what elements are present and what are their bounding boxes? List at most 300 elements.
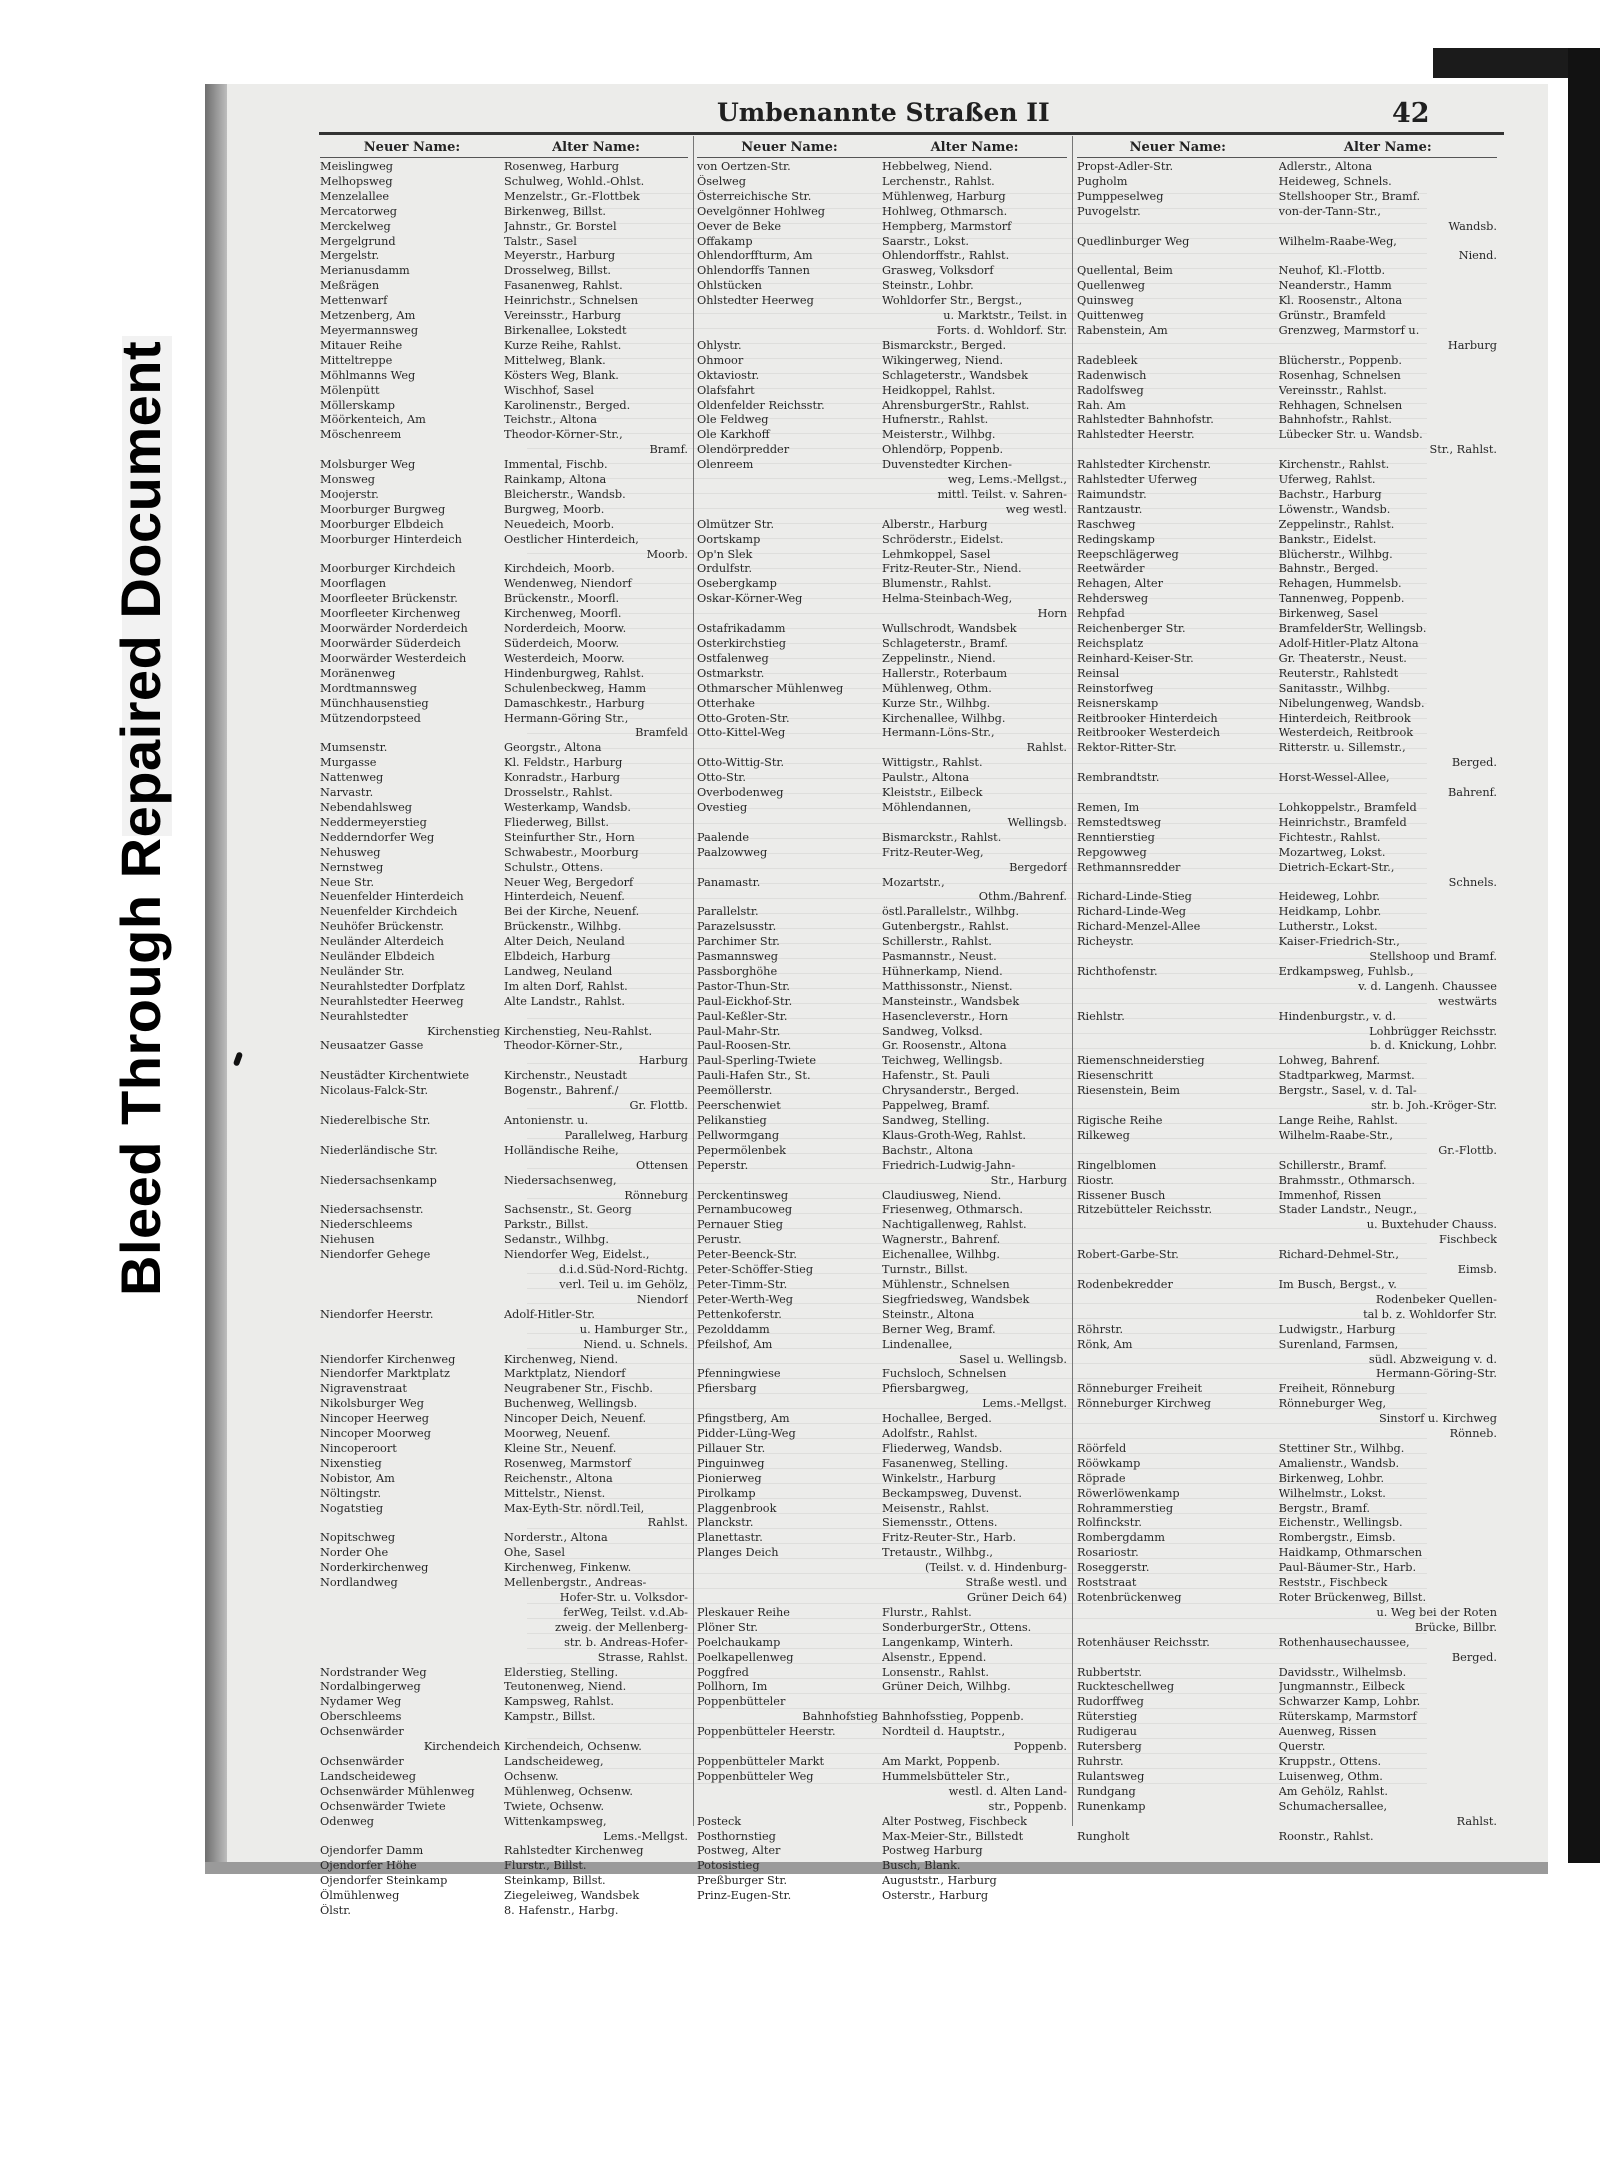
table-row	[320, 1397, 688, 1412]
old-street-name: Fritz-Reuter-Str., Harb.	[882, 1531, 1017, 1545]
table-row	[1077, 1293, 1497, 1308]
table-row	[1077, 682, 1497, 697]
old-street-name: Westerkamp, Wandsb.	[504, 800, 631, 814]
table-row	[697, 637, 1067, 652]
table-row	[697, 1591, 1067, 1606]
new-street-name: Pfiersbarg	[697, 1382, 757, 1396]
new-street-name: Nordstrander Weg	[320, 1665, 427, 1679]
new-street-name: Melhopsweg	[320, 174, 393, 188]
new-street-name: Riehlstr.	[1077, 1009, 1125, 1023]
new-street-name: Prinz-Eugen-Str.	[697, 1889, 792, 1903]
old-street-name: Kaiser-Friedrich-Str.,	[1278, 935, 1400, 949]
new-street-name: Moränenweg	[320, 666, 396, 680]
new-street-name	[1077, 1263, 1279, 1278]
old-street-name: Mozartstr.,	[882, 875, 945, 889]
new-street-name: Murgasse	[320, 756, 377, 770]
new-street-name	[1077, 1039, 1279, 1054]
table-row	[1077, 1263, 1497, 1278]
new-street-name: Peter-Werth-Weg	[697, 1292, 794, 1306]
old-street-name: Grasweg, Volksdorf	[882, 264, 994, 278]
old-street-name: b. d. Knickung, Lohbr.	[1370, 1039, 1497, 1053]
new-street-name: Quedlinburger Weg	[1077, 234, 1190, 248]
new-street-name: Robert-Garbe-Str.	[1077, 1248, 1179, 1262]
old-street-name: Saarstr., Lokst.	[882, 234, 969, 248]
table-row	[320, 1516, 688, 1531]
old-street-name: Paulstr., Altona	[882, 771, 970, 785]
new-street-name: Offakamp	[697, 234, 753, 248]
old-street-name: Niend. u. Schnels.	[583, 1337, 688, 1351]
old-street-name: Alter Deich, Neuland	[504, 935, 625, 949]
new-street-name: Nernstweg	[320, 860, 384, 874]
table-row	[697, 1531, 1067, 1546]
old-street-name: Bismarckstr., Rahlst.	[882, 830, 1002, 844]
old-street-name: Teichweg, Wellingsb.	[882, 1054, 1003, 1068]
new-street-name	[697, 1591, 882, 1606]
new-street-name: Potosistieg	[697, 1859, 760, 1873]
table-row	[1077, 1740, 1497, 1755]
table-row	[697, 965, 1067, 980]
old-street-name: Neugrabener Str., Fischb.	[504, 1382, 653, 1396]
table-row	[320, 965, 688, 980]
old-street-name: Birkenweg, Sasel	[1278, 607, 1379, 621]
table-row	[1077, 1218, 1497, 1233]
table-row	[697, 905, 1067, 920]
new-street-name	[1077, 1293, 1279, 1308]
old-street-name: Hasencleverstr., Horn	[882, 1009, 1009, 1023]
table-row	[1077, 1338, 1497, 1353]
table-row	[320, 548, 688, 563]
old-street-name: Adolf-Hitler-Str.	[504, 1307, 595, 1321]
table-row	[1077, 1084, 1497, 1099]
old-street-name: Rehagen, Hummelsb.	[1278, 577, 1402, 591]
table-row	[697, 1606, 1067, 1621]
table-row	[697, 1189, 1067, 1204]
table-row	[320, 1114, 688, 1129]
old-street-name: Berged.	[1451, 1650, 1497, 1664]
old-street-name: Richard-Dehmel-Str.,	[1278, 1248, 1399, 1262]
table-row	[1077, 1487, 1497, 1502]
table-row	[320, 935, 688, 950]
new-street-name: Merianusdamm	[320, 264, 410, 278]
old-street-name: Heideweg, Lohbr.	[1278, 890, 1380, 904]
table-row	[1077, 1039, 1497, 1054]
table-row	[320, 1666, 688, 1681]
old-street-name: Str., Rahlst.	[1429, 443, 1497, 457]
old-street-name: tal b. z. Wohldorfer Str.	[1363, 1307, 1497, 1321]
old-street-name: Drosselstr., Rahlst.	[504, 786, 613, 800]
old-street-name: Sandweg, Volksd.	[882, 1024, 983, 1038]
new-street-name: Pollhorn, Im	[697, 1680, 768, 1694]
old-street-name: Blücherstr., Poppenb.	[1278, 353, 1402, 367]
old-street-name: Fliederweg, Wandsb.	[882, 1441, 1003, 1455]
old-street-name: Neanderstr., Hamm	[1278, 279, 1392, 293]
new-street-name	[320, 1651, 504, 1666]
new-street-name: Rehpfad	[1077, 607, 1125, 621]
new-street-name: Meislingweg	[320, 160, 393, 173]
table-row	[1077, 1382, 1497, 1397]
table-row	[1077, 1099, 1497, 1114]
new-street-name: Rahlstedter Heerstr.	[1077, 428, 1195, 442]
table-row	[320, 503, 688, 518]
table-row	[1077, 294, 1497, 309]
new-street-name	[320, 1323, 504, 1338]
new-street-name	[697, 1561, 882, 1576]
new-street-name: Nebendahlsweg	[320, 800, 413, 814]
old-street-name: Am Markt, Poppenb.	[882, 1754, 1000, 1768]
old-street-name: Steinkamp, Billst.	[504, 1874, 606, 1888]
table-row	[697, 249, 1067, 264]
old-street-name: Bachstr., Altona	[882, 1143, 974, 1157]
table-row	[320, 1412, 688, 1427]
table-row	[697, 741, 1067, 756]
new-street-name: Pillauer Str.	[697, 1441, 766, 1455]
new-street-name: Peter-Schöffer-Stieg	[697, 1263, 814, 1277]
table-row	[697, 1889, 1067, 1904]
old-street-name: Mittelweg, Blank.	[504, 353, 606, 367]
new-street-name: Ole Karkhoff	[697, 428, 770, 442]
old-street-name: Horst-Wessel-Allee,	[1278, 771, 1390, 785]
table-row	[320, 1010, 688, 1025]
new-street-name: Pasmannsweg	[697, 950, 779, 964]
old-street-name: Uferweg, Rahlst.	[1278, 473, 1376, 487]
old-street-name: Lange Reihe, Rahlst.	[1278, 1114, 1398, 1127]
old-street-name: Mozartweg, Lokst.	[1278, 845, 1386, 859]
table-row	[1077, 816, 1497, 831]
table-row	[1077, 637, 1497, 652]
old-street-name: Bergstr., Bramf.	[1278, 1501, 1370, 1515]
table-row	[1077, 726, 1497, 741]
old-street-name: Kirchenweg, Moorfl.	[504, 607, 622, 621]
table-row	[320, 1725, 688, 1740]
table-row	[320, 1487, 688, 1502]
new-street-name: Rehdersweg	[1077, 592, 1149, 606]
table-row	[1077, 1710, 1497, 1725]
table-row	[320, 324, 688, 339]
old-street-name: Georgstr., Altona	[504, 741, 602, 755]
old-street-name: Beckampsweg, Duvenst.	[882, 1486, 1023, 1500]
new-street-name	[1077, 249, 1279, 264]
table-row	[1077, 1114, 1497, 1129]
table-row	[697, 890, 1067, 905]
old-street-name: Kl. Roosenstr., Altona	[1278, 294, 1403, 308]
table-row	[320, 1025, 688, 1040]
table-row	[1077, 1174, 1497, 1189]
table-row	[320, 1069, 688, 1084]
new-street-name: Monsweg	[320, 473, 376, 487]
table-row	[320, 1889, 688, 1904]
table-row	[697, 503, 1067, 518]
table-row	[320, 264, 688, 279]
new-street-name: Ostmarkstr.	[697, 666, 765, 680]
old-street-name: Lohkoppelstr., Bramfeld	[1278, 800, 1417, 814]
table-row	[320, 354, 688, 369]
table-row	[320, 1367, 688, 1382]
new-street-name: Riemenschneiderstieg	[1077, 1054, 1205, 1068]
column-divider	[693, 136, 694, 1826]
new-street-name	[1077, 1144, 1279, 1159]
new-street-name: Olmützer Str.	[697, 517, 775, 531]
table-row	[697, 235, 1067, 250]
new-street-name: Nincoper Heerweg	[320, 1412, 430, 1426]
header-new-name: Neuer Name:	[1129, 140, 1226, 155]
old-street-name: Pasmannstr., Neust.	[882, 950, 997, 964]
old-street-name: Kirchenstr., Rahlst.	[1278, 458, 1390, 472]
table-row	[697, 1695, 1067, 1710]
old-street-name: Wittenkampsweg,	[504, 1814, 607, 1828]
old-street-name: Sasel u. Wellingsb.	[959, 1352, 1067, 1366]
old-street-name: Othm./Bahrenf.	[978, 890, 1067, 904]
table-row	[697, 920, 1067, 935]
old-street-name: Horn	[1037, 607, 1067, 621]
page-binding-edge	[205, 84, 227, 1874]
table-row	[697, 846, 1067, 861]
new-street-name: Olendörpredder	[697, 443, 790, 457]
new-street-name: Pettenkoferstr.	[697, 1307, 782, 1321]
old-street-name: Lems.-Mellgst.	[982, 1397, 1067, 1411]
new-street-name: Quittenweg	[1077, 309, 1144, 323]
old-street-name: zweig. der Mellenberg-	[554, 1620, 688, 1634]
new-street-name	[697, 816, 882, 831]
table-row	[697, 1815, 1067, 1830]
old-street-name: Mühlenweg, Ochsenw.	[504, 1784, 634, 1798]
new-street-name: Preßburger Str.	[697, 1874, 788, 1888]
new-street-name: Moorburger Hinterdeich	[320, 532, 462, 546]
table-row	[1077, 1815, 1497, 1830]
table-row	[697, 1770, 1067, 1785]
table-row	[1077, 1830, 1497, 1845]
table-row	[1077, 1069, 1497, 1084]
new-street-name: Pirolkamp	[697, 1486, 756, 1500]
new-street-name: Röörfeld	[1077, 1441, 1127, 1455]
table-row	[697, 1427, 1067, 1442]
new-street-name: Röwerlöwenkamp	[1077, 1486, 1180, 1500]
new-street-name: Riesenstein, Beim	[1077, 1084, 1180, 1098]
old-street-name: Antonienstr. u.	[504, 1114, 589, 1127]
new-street-name: Renntierstieg	[1077, 830, 1155, 844]
table-row	[1077, 980, 1497, 995]
new-street-name: Neuenfelder Kirchdeich	[320, 905, 458, 919]
new-street-name	[697, 473, 882, 488]
new-street-name: Rulantsweg	[1077, 1769, 1145, 1783]
table-row	[697, 1203, 1067, 1218]
new-street-name	[320, 1263, 504, 1278]
new-street-name: Mitteltreppe	[320, 353, 393, 367]
old-street-name: Grüner Deich 64)	[967, 1591, 1067, 1604]
old-street-name: Freiheit, Rönneburg	[1278, 1382, 1396, 1396]
old-street-name: Pappelweg, Bramf.	[882, 1099, 990, 1113]
new-street-name: Reinhard-Keiser-Str.	[1077, 651, 1194, 665]
table-row	[320, 220, 688, 235]
new-street-name	[320, 548, 504, 563]
new-street-name: Remstedtsweg	[1077, 815, 1162, 829]
table-row	[1077, 1755, 1497, 1770]
new-street-name: Richard-Menzel-Allee	[1077, 920, 1201, 934]
old-street-name: Schröderstr., Eidelst.	[882, 532, 1004, 546]
table-row	[1077, 369, 1497, 384]
table-row	[1077, 1472, 1497, 1487]
new-street-name: Rahlstedter Kirchenstr.	[1077, 458, 1211, 472]
old-street-name: Fritz-Reuter-Weg,	[882, 845, 984, 859]
table-row	[1077, 413, 1497, 428]
new-street-name: Rahlstedter Uferweg	[1077, 473, 1198, 487]
old-street-name: westwärts	[1438, 994, 1497, 1008]
table-row	[320, 592, 688, 607]
old-street-name: Bahnstr., Berged.	[1278, 562, 1379, 576]
old-street-name: Tannenweg, Poppenb.	[1278, 592, 1405, 606]
old-street-name: Schnels.	[1448, 875, 1497, 889]
old-street-name: Bachstr., Harburg	[1278, 487, 1382, 501]
old-street-name: Schillerstr., Rahlst.	[882, 935, 992, 949]
old-street-name: Lutherstr., Lokst.	[1278, 920, 1378, 934]
table-row	[320, 1263, 688, 1278]
table-row	[320, 488, 688, 503]
table-row	[1077, 1606, 1497, 1621]
new-street-name: Roststraat	[1077, 1576, 1137, 1590]
old-street-name: Schulweg, Wohld.-Ohlst.	[504, 174, 645, 188]
table-row	[1077, 1129, 1497, 1144]
new-street-name: Norder Ohe	[320, 1546, 389, 1560]
table-row	[697, 220, 1067, 235]
new-street-name: Rüterstieg	[1077, 1710, 1138, 1724]
new-street-name: Panamastr.	[697, 875, 761, 889]
header-new-name: Neuer Name:	[363, 140, 461, 155]
table-row	[1077, 1725, 1497, 1740]
new-street-name	[320, 1606, 504, 1621]
old-street-name: Wilhelm-Raabe-Weg,	[1278, 234, 1397, 248]
old-street-name: Kirchenweg, Finkenw.	[504, 1561, 632, 1575]
table-row	[1077, 249, 1497, 264]
table-row	[320, 309, 688, 324]
old-street-name: Matthissonstr., Nienst.	[882, 979, 1013, 993]
table-row	[320, 577, 688, 592]
new-street-name: Reinstorfweg	[1077, 681, 1154, 695]
old-street-name: Luisenweg, Othm.	[1278, 1769, 1383, 1783]
table-row	[320, 1472, 688, 1487]
old-street-name: Langenkamp, Winterh.	[882, 1635, 1014, 1649]
old-street-name: Straße westl. und	[965, 1576, 1067, 1590]
old-street-name: Hermann-Göring-Str.	[1376, 1367, 1497, 1381]
table-row	[697, 1323, 1067, 1338]
table-row	[1077, 577, 1497, 592]
table-row	[697, 399, 1067, 414]
table-row	[1077, 667, 1497, 682]
old-street-name: Drosselweg, Billst.	[504, 264, 611, 278]
old-street-name: Lindenallee,	[882, 1337, 953, 1351]
old-street-name: Steinfurther Str., Horn	[504, 830, 635, 844]
new-street-name: Parchimer Str.	[697, 935, 780, 949]
table-row	[697, 1174, 1067, 1189]
condition-label-line1: Bleed Through Repaired Document	[109, 340, 172, 1296]
new-street-name: Moorwärder Süderdeich	[320, 637, 461, 650]
old-street-name: Wilhelmstr., Lokst.	[1278, 1486, 1386, 1500]
old-street-name: Adlerstr., Altona	[1278, 160, 1373, 173]
old-street-name: Gr. Roosenstr., Altona	[882, 1039, 1007, 1053]
table-row	[320, 1830, 688, 1845]
table-row	[320, 1233, 688, 1248]
table-row	[697, 562, 1067, 577]
table-row	[1077, 1666, 1497, 1681]
new-street-name: Rektor-Ritter-Str.	[1077, 741, 1177, 755]
old-street-name: Schulenbeckweg, Hamm	[504, 681, 647, 695]
new-street-name: Ohlstücken	[697, 279, 762, 293]
old-street-name: v. d. Langenh. Chaussee	[1358, 979, 1497, 993]
old-street-name: Blücherstr., Wilhbg.	[1278, 547, 1393, 561]
new-street-name: Moojerstr.	[320, 487, 379, 501]
table-row	[320, 1710, 688, 1725]
new-street-name: Möhlmanns Weg	[320, 368, 416, 382]
new-street-name: Moorfleeter Brückenstr.	[320, 592, 458, 606]
table-row	[1077, 1680, 1497, 1695]
old-street-name: Ritterstr. u. Sillemstr.,	[1278, 741, 1406, 755]
old-street-name: Wilhelm-Raabe-Str.,	[1278, 1128, 1393, 1142]
new-street-name: Rolfinckstr.	[1077, 1516, 1142, 1530]
old-street-name: Bahrenf.	[1447, 786, 1497, 800]
header-old-name: Alter Name:	[552, 140, 640, 155]
old-street-name: Forts. d. Wohldorf. Str.	[936, 323, 1067, 337]
old-street-name: Chrysanderstr., Berged.	[882, 1084, 1020, 1098]
old-street-name: Rothenhausechaussee,	[1278, 1635, 1410, 1649]
old-street-name: östl.Parallelstr., Wilhbg.	[882, 905, 1020, 919]
new-street-name: Reepschlägerweg	[1077, 547, 1179, 561]
table-row	[697, 548, 1067, 563]
table-row	[320, 428, 688, 443]
table-row	[1077, 1278, 1497, 1293]
table-row	[320, 413, 688, 428]
table-row	[697, 756, 1067, 771]
old-street-name: mittl. Teilst. v. Sahren-	[937, 487, 1067, 501]
old-street-name: Bei der Kirche, Neuenf.	[504, 905, 640, 919]
old-street-name: Lübecker Str. u. Wandsb.	[1278, 428, 1423, 442]
old-street-name: Ohlendörp, Poppenb.	[882, 443, 1004, 457]
new-street-name: Oberschleems	[320, 1710, 402, 1724]
table-row	[697, 577, 1067, 592]
new-street-name: Roseggerstr.	[1077, 1561, 1150, 1575]
old-street-name: Eichenstr., Wellingsb.	[1278, 1516, 1403, 1530]
new-street-name: Poppenbütteler Weg	[697, 1769, 814, 1783]
table-row	[320, 637, 688, 652]
table-row	[320, 1129, 688, 1144]
old-street-name: Alberstr., Harburg	[882, 517, 988, 531]
table-row	[1077, 846, 1497, 861]
old-street-name: Moorb.	[646, 547, 688, 561]
old-street-name: AhrensburgerStr., Rahlst.	[882, 398, 1030, 412]
old-street-name: Wullschrodt, Wandsbek	[882, 622, 1017, 636]
new-street-name: Moorburger Elbdeich	[320, 517, 444, 531]
table-row	[1077, 1531, 1497, 1546]
new-street-name: Pernauer Stieg	[697, 1218, 783, 1232]
old-street-name: Alsenstr., Eppend.	[882, 1650, 987, 1664]
table-row	[1077, 548, 1497, 563]
old-street-name: Elderstieg, Stelling.	[504, 1665, 619, 1679]
new-street-name: Nigravenstraat	[320, 1382, 407, 1396]
new-street-name	[1077, 1367, 1279, 1382]
new-street-name: Otto-Str.	[697, 771, 746, 785]
old-street-name: Ohe, Sasel	[504, 1546, 565, 1560]
table-row	[320, 726, 688, 741]
table-row	[320, 1174, 688, 1189]
new-street-name: Pernambucoweg	[697, 1203, 793, 1217]
new-street-name: Niederelbische Str.	[320, 1114, 431, 1127]
old-street-name: Hochallee, Berged.	[882, 1412, 992, 1426]
old-street-name: Am Gehölz, Rahlst.	[1278, 1784, 1388, 1798]
table-row	[320, 1636, 688, 1651]
new-street-name: Mergelstr.	[320, 249, 380, 263]
old-street-name: Lehmkoppel, Sasel	[882, 547, 991, 561]
new-street-name: Bahnhofstieg	[802, 1710, 878, 1724]
table-row	[320, 1084, 688, 1099]
table-row	[697, 1859, 1067, 1874]
old-street-name: Hofer-Str. u. Volksdor-	[559, 1591, 688, 1604]
